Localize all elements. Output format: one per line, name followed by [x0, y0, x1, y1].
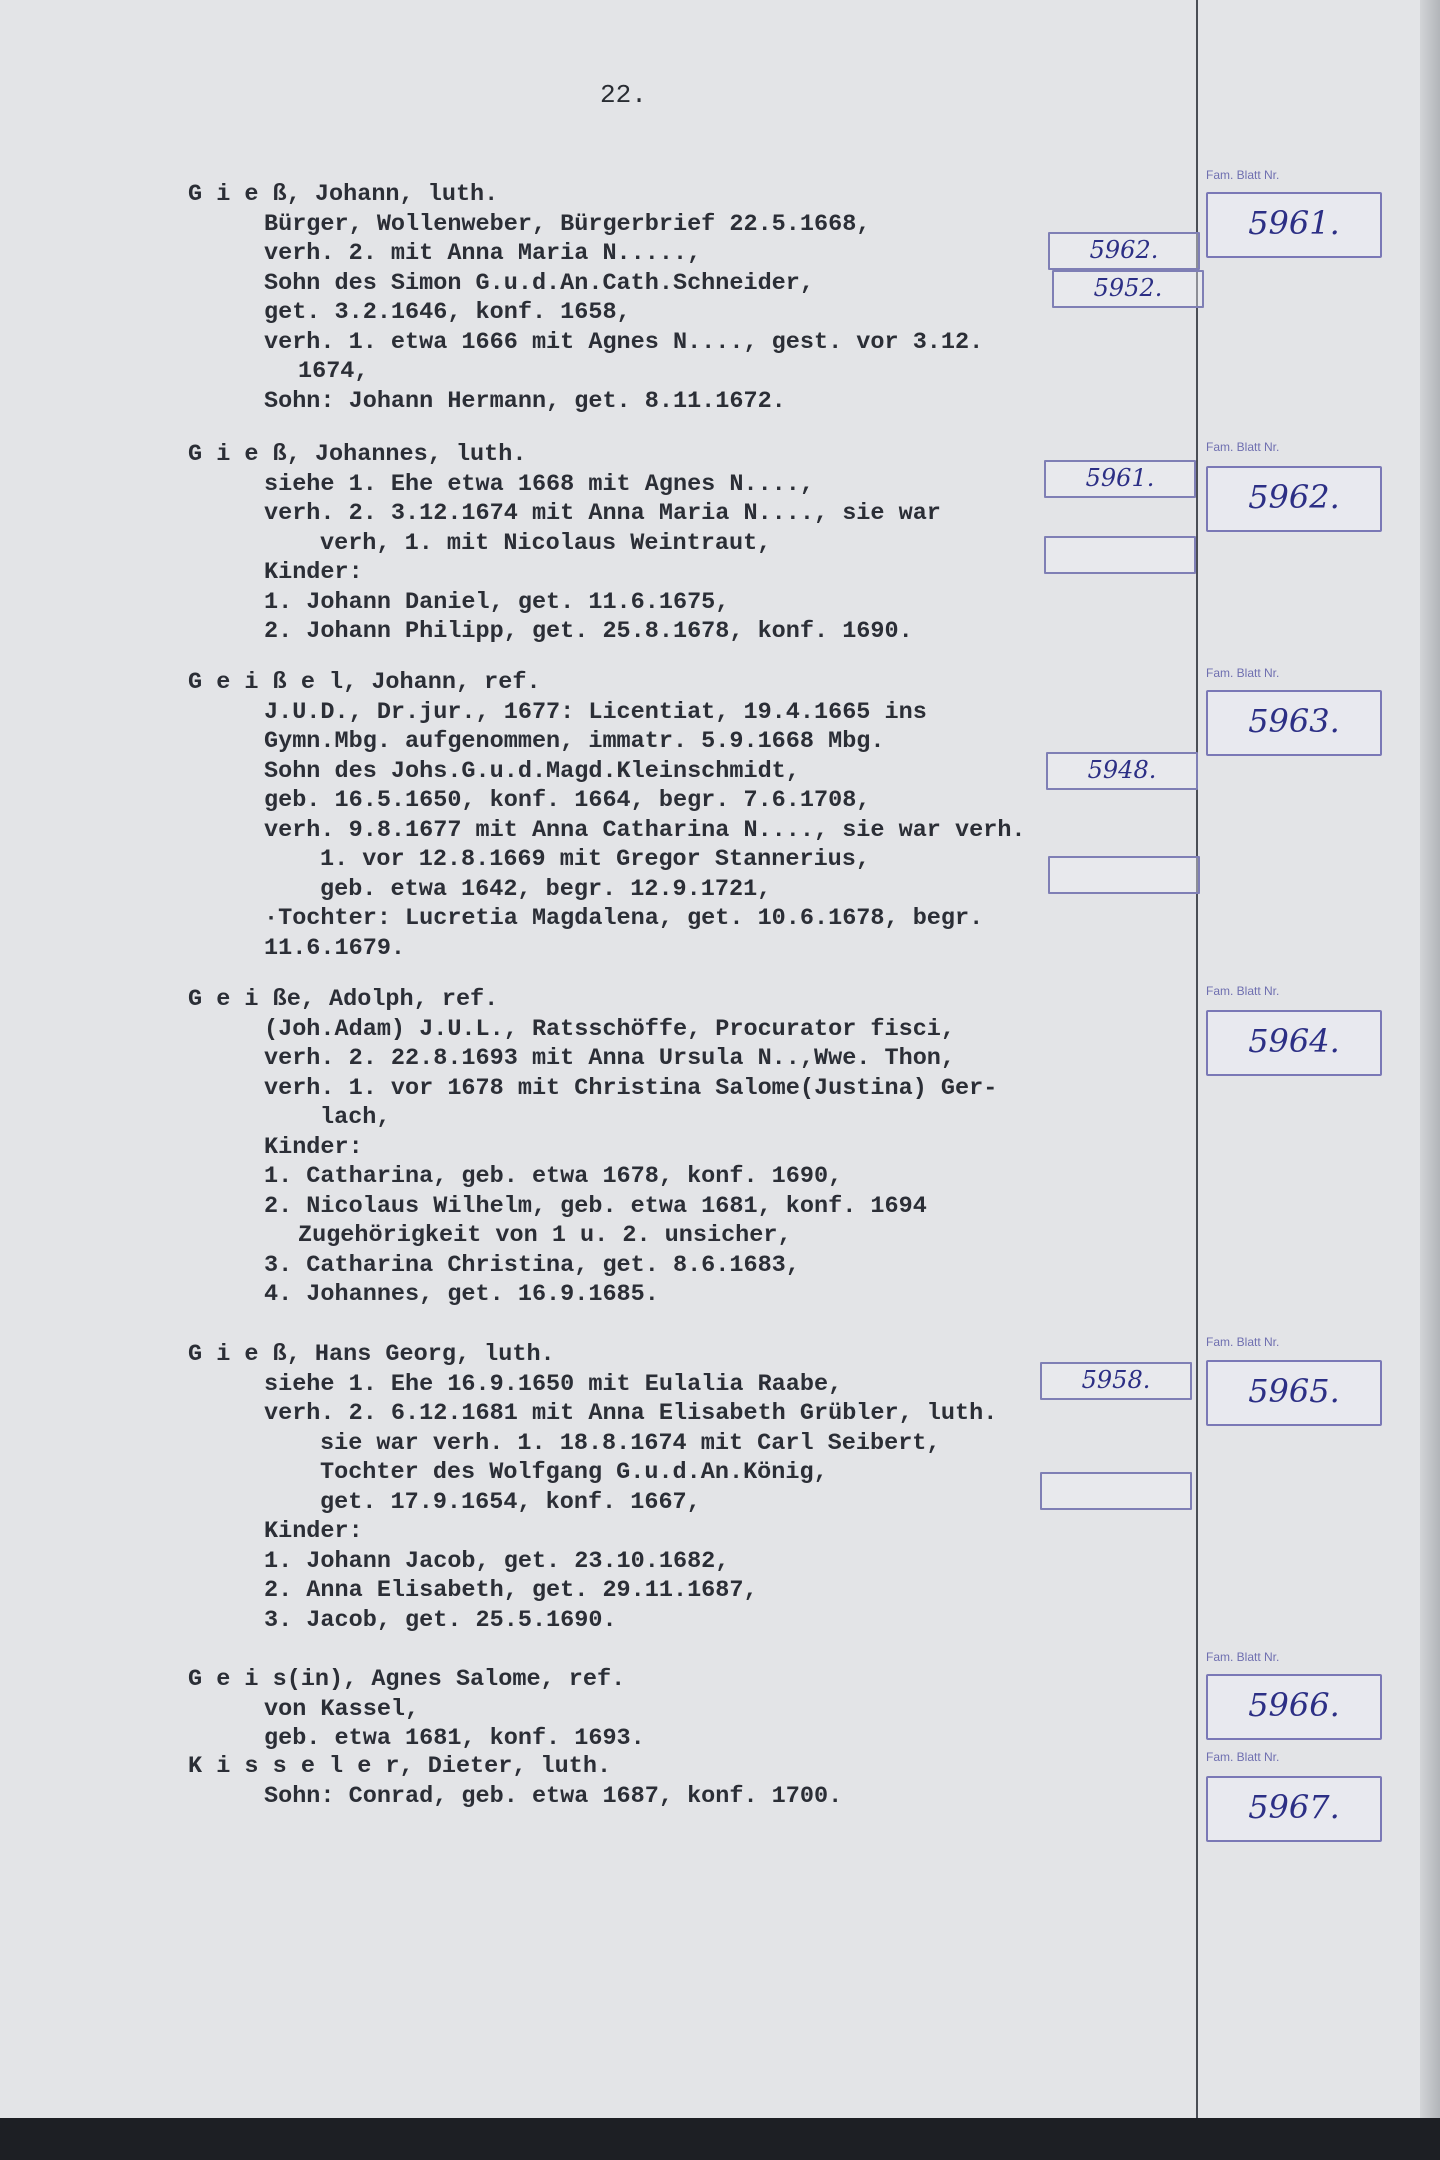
fam-blatt-number: 5961. — [1248, 204, 1340, 242]
entry-line: 2. Johann Philipp, get. 25.8.1678, konf. 1690. — [264, 618, 913, 645]
fam-blatt-label: Fam. Blatt Nr. — [1206, 1335, 1280, 1349]
entry-line: geb. etwa 1642, begr. 12.9.1721, — [320, 875, 772, 903]
entry-line: verh. 2. 6.12.1681 mit Anna Elisabeth Grübler, luth. — [264, 1400, 998, 1427]
entry-line: 3. Jacob, get. 25.5.1690. — [264, 1606, 617, 1634]
entry-line: Bürger, Wollenweber, Bürgerbrief 22.5.1668, — [264, 210, 871, 238]
cross-ref-box — [1040, 1362, 1192, 1400]
fam-blatt-box — [1206, 466, 1382, 532]
fam-blatt-label: Fam. Blatt Nr. — [1206, 440, 1280, 454]
entry-line: verh. 1. etwa 1666 mit Agnes N...., gest. vor 3.12. — [264, 328, 984, 356]
cross-ref-number: 5948. — [1087, 756, 1157, 784]
entry-line: Tochter des Wolfgang G.u.d.An.König, — [320, 1459, 828, 1486]
cross-ref-box — [1044, 536, 1196, 574]
entry-line: verh. 1. vor 1678 mit Christina Salome(Justina) Ger- — [264, 1074, 998, 1102]
fam-blatt-box — [1206, 1360, 1382, 1426]
entry-heading: G e i s(in), Agnes Salome, ref. — [188, 1666, 626, 1693]
entry-heading: G i e ß, Johannes, luth. — [188, 441, 527, 468]
cross-ref-box — [1048, 232, 1200, 270]
entry-line: Zugehörigkeit von 1 u. 2. unsicher, — [298, 1222, 792, 1249]
fam-blatt-label: Fam. Blatt Nr. — [1206, 984, 1280, 998]
entry-heading: G i e ß, Hans Georg, luth. — [188, 1341, 555, 1368]
entry-line: 2. Nicolaus Wilhelm, geb. etwa 1681, konf. 1694 — [264, 1192, 927, 1220]
entry-line: Kinder: — [264, 1133, 363, 1161]
scan-bottom-border — [0, 2118, 1440, 2160]
register-entry — [188, 1752, 842, 1811]
cross-ref-number: 5952. — [1093, 274, 1163, 302]
entry-line: verh. 9.8.1677 mit Anna Catharina N...., sie war verh. — [264, 816, 1026, 844]
cross-ref-number: 5958. — [1081, 1366, 1151, 1394]
entry-line: verh. 2. 3.12.1674 mit Anna Maria N...., sie war — [264, 500, 941, 527]
fam-blatt-box — [1206, 1776, 1382, 1842]
cross-ref-box — [1040, 1472, 1192, 1510]
entry-heading: G i e ß, Johann, luth. — [188, 181, 499, 208]
entry-line: von Kassel, — [264, 1695, 420, 1723]
register-entry — [188, 180, 983, 416]
cross-ref-box — [1052, 270, 1204, 308]
entry-line: Kinder: — [264, 559, 363, 586]
fam-blatt-number: 5962. — [1248, 478, 1340, 516]
entry-line: J.U.D., Dr.jur., 1677: Licentiat, 19.4.1665 ins — [264, 698, 927, 726]
entry-line: 1. Catharina, geb. etwa 1678, konf. 1690, — [264, 1163, 843, 1190]
fam-blatt-box — [1206, 192, 1382, 258]
entry-heading: G e i ße, Adolph, ref. — [188, 986, 499, 1013]
entry-line: get. 17.9.1654, konf. 1667, — [320, 1488, 701, 1516]
page-number: 22. — [600, 80, 647, 110]
cross-ref-number: 5962. — [1089, 236, 1159, 264]
entry-line: Sohn: Conrad, geb. etwa 1687, konf. 1700. — [264, 1782, 843, 1810]
register-entry — [188, 1340, 997, 1635]
entry-line: siehe 1. Ehe etwa 1668 mit Agnes N...., — [264, 470, 814, 498]
entry-line: siehe 1. Ehe 16.9.1650 mit Eulalia Raabe, — [264, 1370, 843, 1398]
entry-line: ·Tochter: Lucretia Magdalena, get. 10.6.1678, begr. — [264, 905, 984, 932]
entry-line: Kinder: — [264, 1518, 363, 1545]
register-entry — [188, 1665, 645, 1754]
entry-line: 1674, — [298, 358, 369, 385]
entry-line: verh. 2. mit Anna Maria N....., — [264, 240, 702, 267]
entry-line: verh, 1. mit Nicolaus Weintraut, — [320, 529, 772, 557]
fam-blatt-number: 5963. — [1248, 702, 1340, 740]
cross-ref-number: 5961. — [1085, 464, 1155, 492]
entry-line: 3. Catharina Christina, get. 8.6.1683, — [264, 1251, 800, 1279]
cross-ref-box — [1044, 460, 1196, 498]
fam-blatt-number: 5964. — [1248, 1022, 1340, 1060]
entry-line: 1. Johann Daniel, get. 11.6.1675, — [264, 588, 730, 616]
entry-line: Sohn: Johann Hermann, get. 8.11.1672. — [264, 387, 786, 415]
fam-blatt-label: Fam. Blatt Nr. — [1206, 1750, 1280, 1764]
fam-blatt-label: Fam. Blatt Nr. — [1206, 666, 1280, 680]
fam-blatt-label: Fam. Blatt Nr. — [1206, 168, 1280, 182]
entry-heading: G e i ß e l, Johann, ref. — [188, 669, 541, 696]
entry-line: lach, — [320, 1104, 391, 1131]
fam-blatt-box — [1206, 1674, 1382, 1740]
entry-line: (Joh.Adam) J.U.L., Ratsschöffe, Procurator fisci, — [264, 1015, 956, 1043]
fam-blatt-number: 5965. — [1248, 1372, 1340, 1410]
entry-line: verh. 2. 22.8.1693 mit Anna Ursula N..,Wwe. Thon, — [264, 1045, 956, 1072]
entry-line: Sohn des Johs.G.u.d.Magd.Kleinschmidt, — [264, 757, 800, 785]
entry-line: Sohn des Simon G.u.d.An.Cath.Schneider, — [264, 269, 814, 297]
entry-line: Gymn.Mbg. aufgenommen, immatr. 5.9.1668 Mbg. — [264, 728, 885, 755]
entry-line: sie war verh. 1. 18.8.1674 mit Carl Seibert, — [320, 1429, 941, 1457]
entry-line: 4. Johannes, get. 16.9.1685. — [264, 1281, 659, 1308]
register-entry — [188, 668, 1026, 963]
fam-blatt-label: Fam. Blatt Nr. — [1206, 1650, 1280, 1664]
entry-line: 1. vor 12.8.1669 mit Gregor Stannerius, — [320, 846, 870, 873]
page-edge — [1420, 0, 1440, 2118]
entry-line: geb. 16.5.1650, konf. 1664, begr. 7.6.1708, — [264, 787, 871, 814]
entry-line: 1. Johann Jacob, get. 23.10.1682, — [264, 1547, 730, 1575]
entry-line: get. 3.2.1646, konf. 1658, — [264, 299, 631, 326]
fam-blatt-number: 5966. — [1248, 1686, 1340, 1724]
cross-ref-box — [1048, 856, 1200, 894]
register-entry — [188, 440, 941, 647]
entry-line: 2. Anna Elisabeth, get. 29.11.1687, — [264, 1577, 758, 1604]
register-entry — [188, 985, 997, 1310]
column-rule — [1196, 0, 1198, 2118]
fam-blatt-box — [1206, 1010, 1382, 1076]
entry-heading: K i s s e l e r, Dieter, luth. — [188, 1753, 612, 1780]
entry-line: 11.6.1679. — [264, 934, 406, 962]
entry-line: geb. etwa 1681, konf. 1693. — [264, 1725, 645, 1752]
cross-ref-box — [1046, 752, 1198, 790]
fam-blatt-number: 5967. — [1248, 1788, 1340, 1826]
fam-blatt-box — [1206, 690, 1382, 756]
